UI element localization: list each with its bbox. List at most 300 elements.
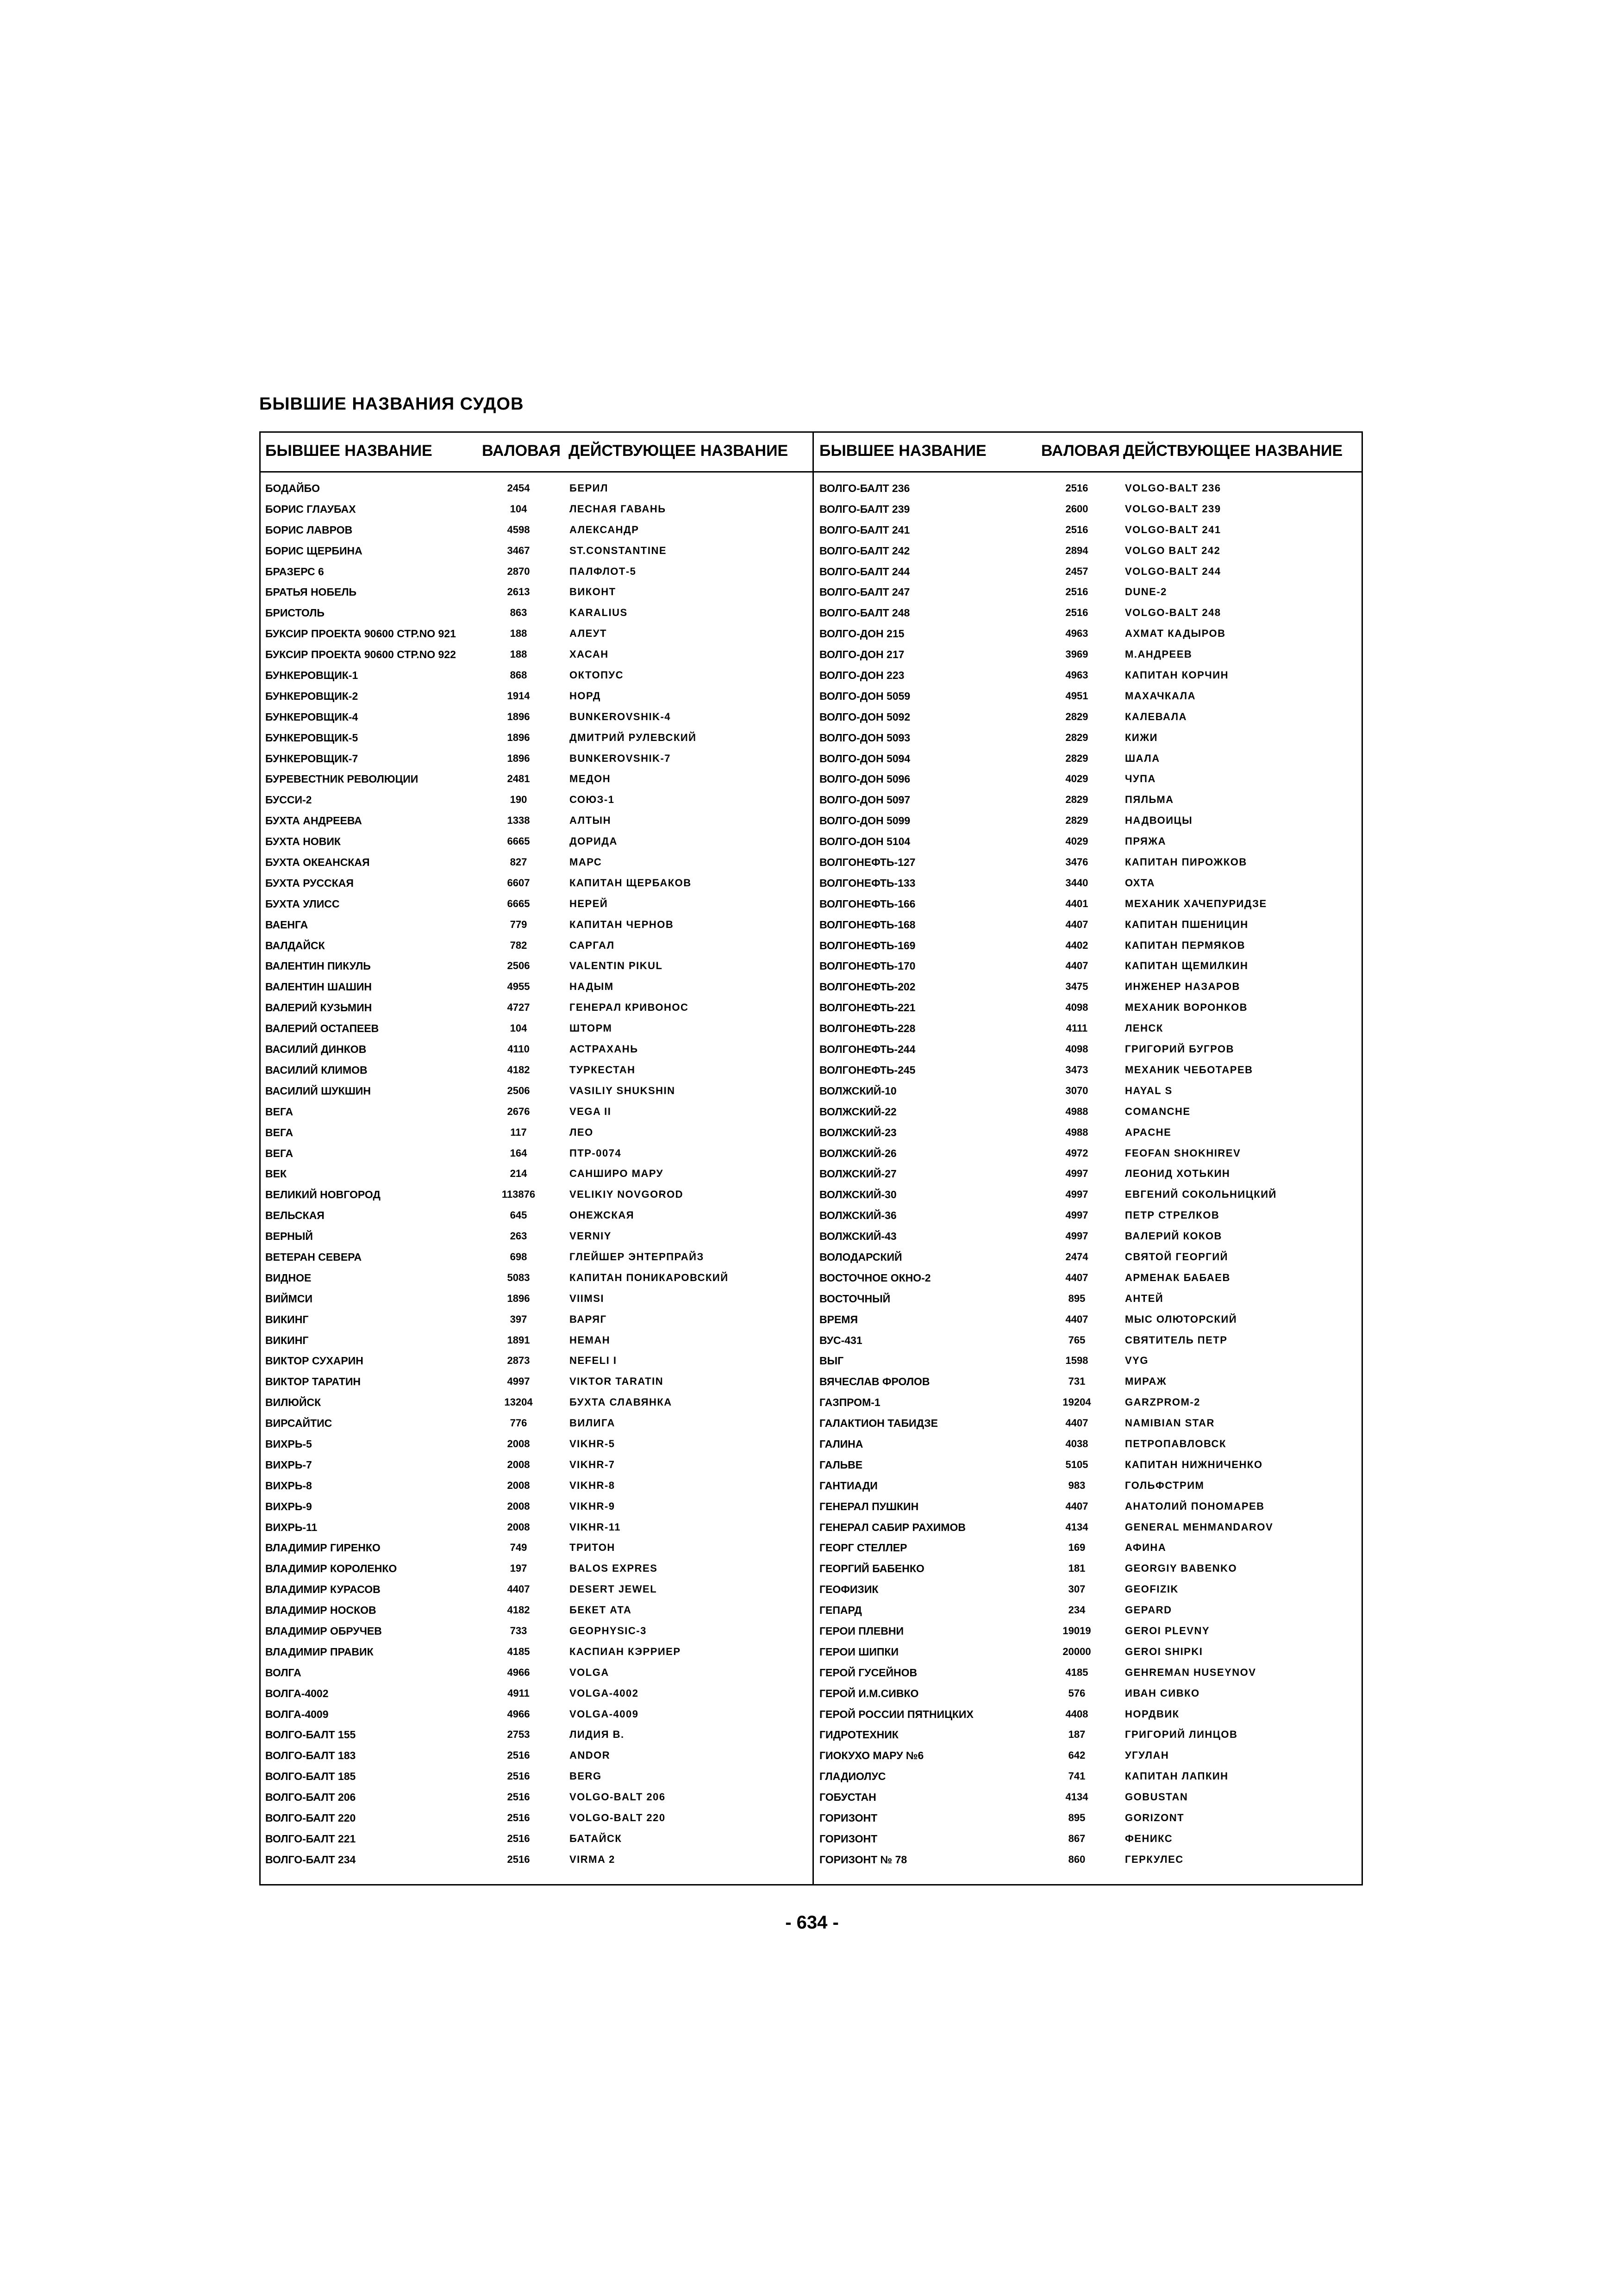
table-row: [261, 644, 812, 665]
table-row: [814, 603, 1366, 623]
tonnage-cell: 4911: [507, 1687, 530, 1699]
tonnage-cell: 4988: [1065, 1105, 1088, 1117]
former-name-cell: ВОЛГОНЕФТЬ-244: [819, 1043, 916, 1056]
table-row: [261, 1642, 812, 1662]
current-name-cell: САНШИРО МАРУ: [569, 1168, 663, 1180]
tonnage-cell: 4407: [1065, 918, 1088, 930]
former-name-cell: БУНКЕРОВЩИК-2: [265, 690, 358, 702]
former-name-cell: ВОЛГОНЕФТЬ-169: [819, 939, 916, 952]
former-name-cell: ГАЗПРОМ-1: [819, 1396, 881, 1409]
former-name-cell: ГАНТИАДИ: [819, 1479, 878, 1492]
table-row: [814, 1060, 1366, 1081]
current-name-cell: VOLGO-BALT 206: [569, 1791, 666, 1803]
table-row: [261, 1808, 812, 1829]
tonnage-cell: 576: [1068, 1687, 1086, 1699]
table-row: [261, 1060, 812, 1081]
current-name-cell: VOLGO-BALT 241: [1125, 523, 1221, 535]
tonnage-cell: 190: [510, 794, 527, 806]
current-name-cell: VOLGO-BALT 220: [569, 1812, 666, 1823]
tonnage-cell: 733: [510, 1624, 527, 1636]
table-row: [261, 1683, 812, 1704]
table-row: [261, 831, 812, 852]
tonnage-cell: 2516: [507, 1832, 530, 1844]
table-row: [261, 1143, 812, 1164]
former-name-cell: ВЛАДИМИР КОРОЛЕНКО: [265, 1562, 397, 1575]
left-column: [261, 433, 812, 1866]
current-name-cell: ЛИДИЯ В.: [569, 1729, 625, 1741]
table-row: [261, 603, 812, 623]
tonnage-cell: 765: [1068, 1334, 1086, 1346]
tonnage-cell: 4407: [1065, 960, 1088, 972]
current-name-cell: ВИКОНТ: [569, 586, 616, 598]
tonnage-cell: 4038: [1065, 1437, 1088, 1450]
table-row: [261, 790, 812, 810]
table-row: [814, 894, 1366, 915]
former-name-cell: ВОЛГО-БАЛТ 220: [265, 1812, 356, 1824]
current-name-cell: ОХТА: [1125, 877, 1155, 889]
former-name-cell: ГЕПАРД: [819, 1604, 862, 1617]
table-row: [814, 1704, 1366, 1725]
former-name-cell: ВЛАДИМИР КУРАСОВ: [265, 1583, 381, 1596]
tonnage-cell: 741: [1068, 1770, 1086, 1782]
table-row: [261, 915, 812, 935]
current-name-cell: ЧУПА: [1125, 773, 1156, 785]
table-row: [261, 1745, 812, 1766]
former-name-cell: БРИСТОЛЬ: [265, 607, 325, 619]
former-name-cell: ГАЛИНА: [819, 1437, 863, 1450]
former-name-cell: БУКСИР ПРОЕКТА 90600 СТР.NO 921: [265, 628, 456, 640]
former-name-cell: ВЕГА: [265, 1105, 294, 1118]
table-row: [261, 665, 812, 686]
tonnage-cell: 4972: [1065, 1147, 1088, 1159]
table-row: [261, 478, 812, 499]
tonnage-cell: 4727: [507, 1002, 530, 1014]
former-name-cell: ГЕНЕРАЛ ПУШКИН: [819, 1500, 919, 1512]
former-name-cell: ГЕОРГ СТЕЛЛЕР: [819, 1542, 907, 1554]
table-row: [814, 1766, 1366, 1787]
former-name-cell: ВОЛГА: [265, 1666, 301, 1679]
table-row: [261, 1039, 812, 1060]
tonnage-cell: 868: [510, 669, 527, 681]
table-row: [814, 873, 1366, 894]
former-name-cell: ВЛАДИМИР ПРАВИК: [265, 1645, 374, 1658]
current-name-cell: КИЖИ: [1125, 731, 1158, 743]
former-name-cell: ВИХРЬ-7: [265, 1458, 312, 1471]
former-name-cell: ВЛАДИМИР ОБРУЧЕВ: [265, 1624, 382, 1637]
current-name-cell: КАЛЕВАЛА: [1125, 710, 1187, 722]
current-name-cell: VOLGO-BALT 239: [1125, 503, 1221, 515]
current-name-cell: VIKHR-8: [569, 1479, 615, 1491]
former-name-cell: БУХТА АНДРЕЕВА: [265, 815, 362, 827]
table-row: [261, 1621, 812, 1642]
current-name-cell: АСТРАХАНЬ: [569, 1043, 638, 1055]
tonnage-cell: 113876: [501, 1188, 536, 1201]
current-name-cell: СВЯТОЙ ГЕОРГИЙ: [1125, 1251, 1228, 1263]
current-name-cell: VOLGO-BALT 236: [1125, 482, 1221, 494]
table-row: [814, 1683, 1366, 1704]
current-name-cell: ТРИТОН: [569, 1542, 615, 1554]
tonnage-cell: 4111: [1066, 1022, 1088, 1034]
former-name-cell: БУХТА ОКЕАНСКАЯ: [265, 856, 370, 869]
tonnage-cell: 2829: [1065, 815, 1088, 827]
former-name-cell: БУНКЕРОВЩИК-5: [265, 731, 358, 744]
former-name-cell: ВАЛЕНТИН ШАШИН: [265, 981, 372, 993]
table-row: [814, 1268, 1366, 1288]
former-name-cell: ВОЛГО-ДОН 217: [819, 648, 905, 661]
current-name-cell: НОРДВИК: [1125, 1708, 1180, 1720]
table-row: [814, 1288, 1366, 1309]
table-row: [261, 1434, 812, 1455]
former-name-cell: ВЕТЕРАН СЕВЕРА: [265, 1251, 362, 1263]
table-row: [814, 623, 1366, 644]
table-row: [814, 1392, 1366, 1413]
tonnage-cell: 117: [510, 1126, 527, 1138]
former-name-cell: ГИОКУХО МАРУ №6: [819, 1749, 924, 1762]
tonnage-cell: 5105: [1065, 1458, 1088, 1470]
tonnage-cell: 4098: [1065, 1002, 1088, 1014]
table-row: [261, 1309, 812, 1330]
tonnage-cell: 197: [510, 1562, 527, 1574]
tonnage-cell: 2873: [507, 1355, 530, 1367]
former-name-cell: ВОЛГО-БАЛТ 239: [819, 503, 910, 515]
current-name-cell: НОРД: [569, 690, 601, 702]
tonnage-cell: 234: [1068, 1604, 1086, 1616]
former-name-cell: ГОРИЗОНТ: [819, 1812, 878, 1824]
current-name-cell: ГЕНЕРАЛ КРИВОНОС: [569, 1002, 689, 1014]
table-row: [261, 1475, 812, 1496]
former-name-cell: ВОЛГО-БАЛТ 185: [265, 1770, 356, 1783]
tonnage-cell: 2008: [507, 1437, 530, 1450]
current-name-cell: БЕКЕТ АТА: [569, 1604, 632, 1616]
current-name-cell: АРМЕНАК БАБАЕВ: [1125, 1271, 1230, 1283]
former-name-cell: ВУС-431: [819, 1334, 862, 1346]
current-name-cell: COMANCHE: [1125, 1105, 1191, 1117]
table-row: [261, 935, 812, 956]
current-name-cell: УГУЛАН: [1125, 1749, 1169, 1761]
current-name-cell: ГЕРКУЛЕС: [1125, 1853, 1184, 1865]
tonnage-cell: 4997: [1065, 1209, 1088, 1221]
tonnage-cell: 3969: [1065, 648, 1088, 660]
former-name-cell: ВЛАДИМИР ГИРЕНКО: [265, 1542, 381, 1554]
table-row: [261, 1558, 812, 1579]
former-name-cell: ВОЛЖСКИЙ-26: [819, 1147, 897, 1159]
table-row: [814, 561, 1366, 582]
left-rows: [261, 478, 812, 1870]
former-name-cell: ВЯЧЕСЛАВ ФРОЛОВ: [819, 1375, 930, 1388]
former-name-cell: ВАЕНГА: [265, 918, 308, 931]
current-name-cell: КАПИТАН ПЕРМЯКОВ: [1125, 939, 1246, 951]
tonnage-cell: 4997: [507, 1375, 530, 1388]
table-row: [261, 1600, 812, 1621]
former-name-cell: ГЕРОЙ И.М.СИВКО: [819, 1687, 919, 1699]
tonnage-cell: 3473: [1065, 1064, 1088, 1076]
current-name-cell: DUNE-2: [1125, 586, 1167, 598]
current-name-cell: HAYAL S: [1125, 1084, 1173, 1096]
current-name-cell: БАТАЙСК: [569, 1832, 622, 1844]
current-name-cell: КАПИТАН ПШЕНИЦИН: [1125, 918, 1249, 930]
table-row: [814, 541, 1366, 561]
current-name-cell: СОЮЗ-1: [569, 794, 615, 806]
former-name-cell: БРАТЬЯ НОБЕЛЬ: [265, 586, 356, 598]
tonnage-cell: 4185: [1065, 1666, 1088, 1678]
former-name-cell: ВОЛГО-ДОН 5093: [819, 731, 911, 744]
table-row: [261, 561, 812, 582]
tonnage-cell: 4110: [507, 1043, 530, 1055]
table-row: [814, 1309, 1366, 1330]
tonnage-cell: 4997: [1065, 1230, 1088, 1242]
table-row: [261, 1184, 812, 1205]
tonnage-cell: 1896: [507, 1292, 530, 1304]
former-name-cell: БОДАЙБО: [265, 482, 320, 494]
tonnage-cell: 895: [1068, 1292, 1086, 1304]
header-current-name: ДЕЙСТВУЮЩЕЕ НАЗВАНИЕ: [1123, 442, 1343, 460]
current-name-cell: VEGA II: [569, 1105, 612, 1117]
current-name-cell: GEORGIY BABENKO: [1125, 1562, 1237, 1574]
current-name-cell: КАПИТАН ЧЕРНОВ: [569, 918, 674, 930]
former-name-cell: БОРИС ЛАВРОВ: [265, 523, 353, 536]
former-name-cell: ВОЛГО-БАЛТ 221: [265, 1832, 356, 1845]
table-row: [261, 1122, 812, 1143]
tonnage-cell: 779: [510, 918, 527, 930]
current-name-cell: KARALIUS: [569, 607, 628, 619]
current-name-cell: МЕХАНИК ХАЧЕПУРИДЗЕ: [1125, 897, 1267, 909]
current-name-cell: МЕДОН: [569, 773, 611, 785]
current-name-cell: VYG: [1125, 1355, 1149, 1367]
tonnage-cell: 1891: [507, 1334, 530, 1346]
former-name-cell: ГИДРОТЕХНИК: [819, 1729, 899, 1741]
tonnage-cell: 5083: [507, 1271, 530, 1283]
tonnage-cell: 749: [510, 1542, 527, 1554]
former-name-cell: ВОЛГОНЕФТЬ-127: [819, 856, 916, 869]
tonnage-cell: 164: [510, 1147, 527, 1159]
former-name-cell: ГЕРОЙ ГУСЕЙНОВ: [819, 1666, 918, 1679]
tonnage-cell: 4408: [1065, 1708, 1088, 1720]
tonnage-cell: 2516: [1065, 482, 1088, 494]
table-row: [814, 1579, 1366, 1600]
table-row: [814, 1350, 1366, 1371]
table-row: [814, 1184, 1366, 1205]
current-name-cell: GEPARD: [1125, 1604, 1172, 1616]
table-row: [261, 1101, 812, 1122]
tonnage-cell: 2457: [1065, 565, 1088, 577]
tonnage-cell: 4407: [507, 1583, 530, 1595]
current-name-cell: КАПИТАН ЛАПКИН: [1125, 1770, 1229, 1782]
former-name-cell: ВИДНОЕ: [265, 1271, 312, 1284]
table-row: [261, 1579, 812, 1600]
table-row: [814, 915, 1366, 935]
tonnage-cell: 4955: [507, 981, 530, 993]
former-name-cell: БУХТА РУССКАЯ: [265, 877, 354, 889]
tonnage-cell: 1896: [507, 752, 530, 764]
tonnage-cell: 4134: [1065, 1791, 1088, 1803]
tonnage-cell: 188: [510, 628, 527, 640]
table-row: [814, 1164, 1366, 1184]
tonnage-cell: 4963: [1065, 669, 1088, 681]
current-name-cell: ФЕНИКС: [1125, 1832, 1173, 1844]
table-row: [261, 1226, 812, 1247]
current-name-cell: ВИЛИГА: [569, 1417, 615, 1429]
table-row: [814, 1101, 1366, 1122]
tonnage-cell: 20000: [1062, 1645, 1091, 1657]
former-name-cell: ВОЛГОНЕФТЬ-228: [819, 1022, 916, 1035]
current-name-cell: КАПИТАН ЩЕРБАКОВ: [569, 877, 692, 889]
table-row: [814, 997, 1366, 1018]
current-name-cell: VOLGO-BALT 248: [1125, 607, 1221, 619]
tonnage-cell: 13204: [504, 1396, 533, 1408]
table-row: [261, 728, 812, 748]
left-header-row: [261, 433, 812, 471]
tonnage-cell: 307: [1068, 1583, 1086, 1595]
tonnage-cell: 2516: [1065, 586, 1088, 598]
former-name-cell: ГЛАДИОЛУС: [819, 1770, 886, 1783]
current-name-cell: ЛЕСНАЯ ГАВАНЬ: [569, 503, 666, 515]
current-name-cell: КАПИТАН НИЖНИЧЕНКО: [1125, 1458, 1263, 1470]
header-divider: [261, 471, 1362, 473]
current-name-cell: МЫС ОЛЮТОРСКИЙ: [1125, 1313, 1237, 1325]
tonnage-cell: 2516: [507, 1791, 530, 1803]
table-row: [261, 1288, 812, 1309]
former-name-cell: БУНКЕРОВЩИК-4: [265, 710, 358, 723]
page-number: - 634 -: [785, 1912, 839, 1933]
tonnage-cell: 2516: [507, 1853, 530, 1865]
tonnage-cell: 2506: [507, 1084, 530, 1096]
right-column: [814, 433, 1366, 1866]
table-row: [814, 1122, 1366, 1143]
current-name-cell: ПРЯЖА: [1125, 835, 1167, 847]
current-name-cell: ПЕТР СТРЕЛКОВ: [1125, 1209, 1220, 1221]
current-name-cell: ВАЛЕРИЙ КОКОВ: [1125, 1230, 1222, 1242]
current-name-cell: VOLGO-BALT 244: [1125, 565, 1221, 577]
tonnage-cell: 6665: [507, 897, 530, 909]
current-name-cell: ГОЛЬФСТРИМ: [1125, 1479, 1205, 1491]
tonnage-cell: 3467: [507, 544, 530, 556]
tonnage-cell: 214: [510, 1168, 527, 1180]
table-row: [814, 1205, 1366, 1226]
former-name-cell: ВОЛГА-4009: [265, 1708, 329, 1720]
tonnage-cell: 4407: [1065, 1500, 1088, 1512]
table-row: [261, 582, 812, 603]
tonnage-cell: 4402: [1065, 939, 1088, 951]
tonnage-cell: 2516: [507, 1812, 530, 1823]
table-row: [814, 1537, 1366, 1558]
table-row: [814, 1330, 1366, 1351]
tonnage-cell: 3476: [1065, 856, 1088, 868]
header-former-name: БЫВШЕЕ НАЗВАНИЕ: [819, 442, 987, 460]
tonnage-cell: 181: [1068, 1562, 1086, 1574]
former-name-cell: ВИХРЬ-9: [265, 1500, 312, 1512]
former-name-cell: ВРЕМЯ: [819, 1313, 858, 1325]
tonnage-cell: 19019: [1062, 1624, 1091, 1636]
header-current-name: ДЕЙСТВУЮЩЕЕ НАЗВАНИЕ: [568, 442, 788, 460]
table-row: [814, 1018, 1366, 1039]
tonnage-cell: 3475: [1065, 981, 1088, 993]
former-name-cell: ВИХРЬ-11: [265, 1521, 318, 1533]
current-name-cell: ПТР-0074: [569, 1147, 622, 1159]
current-name-cell: МАХАЧКАЛА: [1125, 690, 1196, 702]
current-name-cell: ANDOR: [569, 1749, 611, 1761]
tonnage-cell: 4407: [1065, 1417, 1088, 1429]
tonnage-cell: 1896: [507, 710, 530, 722]
table-row: [814, 1621, 1366, 1642]
former-name-cell: ВОЛГО-БАЛТ 234: [265, 1853, 356, 1866]
tonnage-cell: 2829: [1065, 731, 1088, 743]
current-name-cell: САРГАЛ: [569, 939, 615, 951]
tonnage-cell: 4182: [507, 1064, 530, 1076]
table-row: [261, 810, 812, 831]
current-name-cell: VIKHR-7: [569, 1458, 615, 1470]
table-row: [814, 728, 1366, 748]
current-name-cell: VIIMSI: [569, 1292, 605, 1304]
table-row: [814, 1745, 1366, 1766]
current-name-cell: МЕХАНИК ВОРОНКОВ: [1125, 1002, 1248, 1014]
tonnage-cell: 4963: [1065, 628, 1088, 640]
current-name-cell: ПЯЛЬМА: [1125, 794, 1174, 806]
table-row: [814, 644, 1366, 665]
table-row: [261, 1018, 812, 1039]
table-row: [261, 1350, 812, 1371]
tonnage-cell: 4997: [1065, 1188, 1088, 1201]
current-name-cell: КАПИТАН КОРЧИН: [1125, 669, 1229, 681]
former-name-cell: ВОЛЖСКИЙ-10: [819, 1084, 897, 1097]
table-row: [814, 1642, 1366, 1662]
current-name-cell: АЛЕКСАНДР: [569, 523, 639, 535]
current-name-cell: GEROI PLEVNY: [1125, 1624, 1210, 1636]
header-former-name: БЫВШЕЕ НАЗВАНИЕ: [265, 442, 432, 460]
tonnage-cell: 2008: [507, 1458, 530, 1470]
tonnage-cell: 2753: [507, 1729, 530, 1741]
table-row: [261, 894, 812, 915]
former-name-cell: ВОЛЖСКИЙ-23: [819, 1126, 897, 1139]
former-name-cell: ВОЛГО-БАЛТ 241: [819, 523, 910, 536]
current-name-cell: БЕРИЛ: [569, 482, 608, 494]
former-name-cell: ВОЛГОНЕФТЬ-168: [819, 918, 916, 931]
former-name-cell: БУНКЕРОВЩИК-7: [265, 752, 358, 765]
tonnage-cell: 397: [510, 1313, 527, 1325]
table-row: [261, 1829, 812, 1849]
current-name-cell: FEOFAN SHOKHIREV: [1125, 1147, 1241, 1159]
current-name-cell: GEROI SHIPKI: [1125, 1645, 1203, 1657]
table-row: [261, 997, 812, 1018]
table-row: [814, 665, 1366, 686]
tonnage-cell: 1598: [1065, 1355, 1088, 1367]
tonnage-cell: 642: [1068, 1749, 1086, 1761]
table-row: [814, 686, 1366, 707]
current-name-cell: ЛЕНСК: [1125, 1022, 1163, 1034]
table-row: [261, 1247, 812, 1268]
former-name-cell: ВЛАДИМИР НОСКОВ: [265, 1604, 376, 1617]
former-name-cell: ГАЛЬВЕ: [819, 1458, 863, 1471]
current-name-cell: АНТЕЙ: [1125, 1292, 1164, 1304]
table-row: [814, 1662, 1366, 1683]
table-row: [261, 1205, 812, 1226]
former-name-cell: ВЕК: [265, 1168, 287, 1180]
table-row: [261, 1371, 812, 1392]
tonnage-cell: 860: [1068, 1853, 1086, 1865]
former-name-cell: ВОЛГО-ДОН 5096: [819, 773, 911, 785]
table-row: [261, 686, 812, 707]
former-name-cell: ВОЛЖСКИЙ-30: [819, 1188, 897, 1201]
tonnage-cell: 698: [510, 1251, 527, 1263]
current-name-cell: NAMIBIAN STAR: [1125, 1417, 1215, 1429]
tonnage-cell: 104: [510, 503, 527, 515]
table-row: [814, 1787, 1366, 1808]
table-row: [261, 852, 812, 873]
table-row: [814, 1496, 1366, 1517]
table-row: [814, 977, 1366, 997]
former-name-cell: ВОЛГО-ДОН 5094: [819, 752, 911, 765]
tonnage-cell: 2008: [507, 1500, 530, 1512]
tonnage-cell: 187: [1068, 1729, 1086, 1741]
